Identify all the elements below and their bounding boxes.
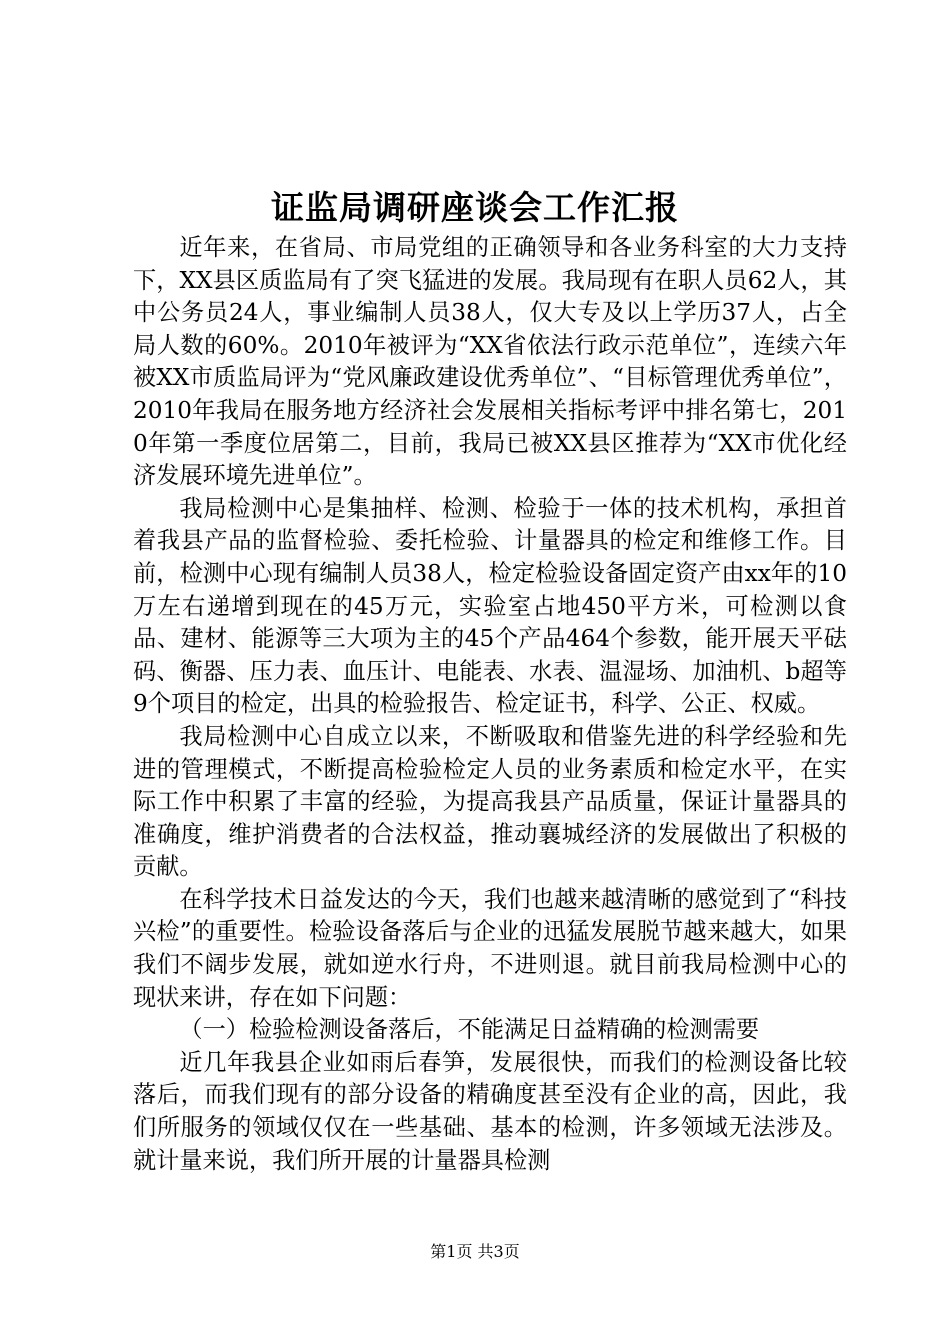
paragraph-intro: 近年来，在省局、市局党组的正确领导和各业务科室的大力支持下，XX县区质监局有了突飞猛进的发展。我局现有在职人员62人，其中公务员24人，事业编制人员38人，仅大专及以上学历37人，占全局人数的60%。2010年被评为“XX省依法行政示范单位”，连续六年被XX市质监局评为“党风廉政建设优秀单位”、“目标管理优秀单位”，2010年我局在服务地方经济社会发展相关指标考评中排名第七，2010年第一季度位居第二，目前，我局已被XX县区推荐为“XX市优化经济发展环境先进单位”。 [133,234,847,490]
paragraph-achievements: 我局检测中心自成立以来，不断吸取和借鉴先进的科学经验和先进的管理模式，不断提高检验检定人员的业务素质和检定水平，在实际工作中积累了丰富的经验，为提高我县产品质量，保证计量器具的准确度，维护消费者的合法权益，推动襄城经济的发展做出了积极的贡献。 [133,722,847,881]
section-heading-1: （一）检验检测设备落后，不能满足日益精确的检测需要 [179,1016,760,1044]
paragraph-equipment: 近几年我县企业如雨后春笋，发展很快，而我们的检测设备比较落后，而我们现有的部分设备的精确度甚至没有企业的高，因此，我们所服务的领域仅仅在一些基础、基本的检测，许多领域无法涉及。就计量来说，我们所开展的计量器具检测 [133,1048,847,1174]
document-title: 证监局调研座谈会工作汇报 [271,188,679,227]
page-footer: 第1页 共3页 [430,1242,520,1261]
paragraph-problems-intro: 在科学技术日益发达的今天，我们也越来越清晰的感觉到了“科技兴检”的重要性。检验设备落后与企业的迅猛发展脱节越来越大，如果我们不阔步发展，就如逆水行舟，不进则退。就目前我局检测中心的现状来讲，存在如下问题： [133,885,847,1011]
paragraph-testing-center: 我局检测中心是集抽样、检测、检验于一体的技术机构，承担首着我县产品的监督检验、委托检验、计量器具的检定和维修工作。目前，检测中心现有编制人员38人，检定检验设备固定资产由xx年的10万左右递增到现在的45万元，实验室占地450平方米，可检测以食品、建材、能源等三大项为主的45个产品464个参数，能开展天平砝码、衡器、压力表、血压计、电能表、水表、温湿场、加油机、b超等9个项目的检定，出具的检验报告、检定证书，科学、公正、权威。 [133,494,847,718]
document-body [133,232,847,1177]
